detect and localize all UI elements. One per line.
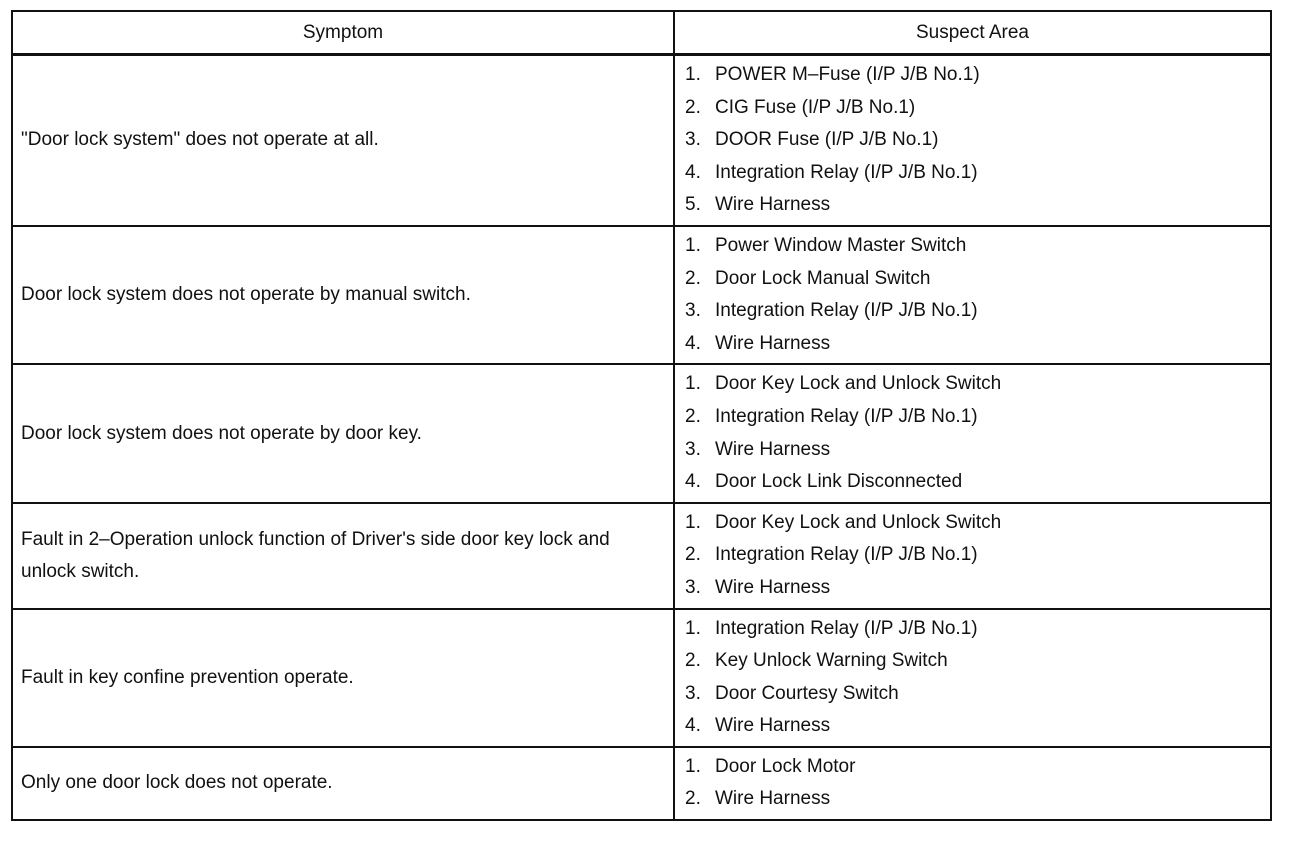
table-row <box>12 55 1271 226</box>
suspect-item-number: 2. <box>685 650 701 672</box>
suspect-item <box>675 189 1270 222</box>
suspect-area-cell <box>674 364 1271 502</box>
suspect-item-number: 3. <box>685 682 701 704</box>
suspect-item-text: Door Key Lock and Unlock Switch <box>715 373 1002 395</box>
suspect-item-number: 1. <box>685 511 701 533</box>
suspect-item-text: Integration Relay (I/P J/B No.1) <box>715 544 978 566</box>
table-row <box>12 226 1271 364</box>
symptom-cell: Fault in key confine prevention operate. <box>12 609 674 747</box>
suspect-item <box>675 59 1270 92</box>
suspect-item-number: 2. <box>685 96 701 118</box>
suspect-item-text: Integration Relay (I/P J/B No.1) <box>715 617 978 639</box>
symptom-cell: Door lock system does not operate by door key. <box>12 364 674 502</box>
suspect-item-text: Door Lock Manual Switch <box>715 267 931 289</box>
suspect-item <box>675 507 1270 540</box>
suspect-item <box>675 401 1270 434</box>
suspect-item-number: 4. <box>685 715 701 737</box>
suspect-item-number: 1. <box>685 617 701 639</box>
table-row <box>12 364 1271 502</box>
suspect-item-number: 2. <box>685 267 701 289</box>
suspect-item-text: Wire Harness <box>715 438 831 460</box>
suspect-item <box>675 263 1270 296</box>
suspect-item-number: 5. <box>685 194 701 216</box>
symptom-cell: Only one door lock does not operate. <box>12 747 674 820</box>
suspect-item <box>675 645 1270 678</box>
suspect-item-text: Key Unlock Warning Switch <box>715 650 948 672</box>
suspect-item-number: 1. <box>685 373 701 395</box>
suspect-item-number: 3. <box>685 129 701 151</box>
suspect-item <box>675 613 1270 646</box>
suspect-item-text: Door Courtesy Switch <box>715 682 899 704</box>
suspect-item-text: CIG Fuse (I/P J/B No.1) <box>715 96 916 118</box>
symptom-cell: "Door lock system" does not operate at all. <box>12 55 674 226</box>
suspect-item-text: Door Lock Motor <box>715 755 856 777</box>
suspect-item <box>675 295 1270 328</box>
suspect-area-header: Suspect Area <box>674 11 1271 55</box>
suspect-item-number: 3. <box>685 300 701 322</box>
suspect-item-number: 1. <box>685 234 701 256</box>
troubleshooting-table <box>11 10 1272 821</box>
suspect-item <box>675 539 1270 572</box>
suspect-item-number: 1. <box>685 64 701 85</box>
suspect-item-number: 4. <box>685 161 701 183</box>
suspect-item-text: Wire Harness <box>715 715 831 737</box>
suspect-area-cell <box>674 55 1271 226</box>
suspect-area-cell <box>674 503 1271 609</box>
suspect-item <box>675 751 1270 784</box>
suspect-item-number: 2. <box>685 788 701 810</box>
suspect-item-text: Door Lock Link Disconnected <box>715 471 963 493</box>
suspect-item <box>675 710 1270 743</box>
suspect-item <box>675 328 1270 361</box>
suspect-item-number: 3. <box>685 576 701 598</box>
table-row <box>12 609 1271 747</box>
suspect-item <box>675 466 1270 499</box>
header-row <box>12 11 1271 55</box>
suspect-item-text: DOOR Fuse (I/P J/B No.1) <box>715 129 939 151</box>
suspect-item-number: 4. <box>685 332 701 354</box>
suspect-item-number: 4. <box>685 471 701 493</box>
suspect-item-number: 2. <box>685 544 701 566</box>
suspect-item-number: 1. <box>685 755 701 777</box>
suspect-item-text: Integration Relay (I/P J/B No.1) <box>715 405 978 427</box>
suspect-item <box>675 230 1270 263</box>
suspect-item-text: Power Window Master Switch <box>715 234 967 256</box>
table-body <box>12 55 1271 821</box>
table-row <box>12 747 1271 820</box>
suspect-item-number: 2. <box>685 405 701 427</box>
table-row <box>12 503 1271 609</box>
suspect-area-cell <box>674 226 1271 364</box>
suspect-item-text: Wire Harness <box>715 788 831 810</box>
suspect-item <box>675 157 1270 190</box>
suspect-item-text: Integration Relay (I/P J/B No.1) <box>715 300 978 322</box>
suspect-item <box>675 124 1270 157</box>
symptom-header: Symptom <box>12 11 674 55</box>
suspect-item-text: POWER M–Fuse (I/P J/B No.1) <box>715 64 980 85</box>
suspect-item-text: Wire Harness <box>715 576 831 598</box>
suspect-item <box>675 783 1270 816</box>
suspect-item-text: Wire Harness <box>715 194 831 216</box>
suspect-item <box>675 434 1270 467</box>
suspect-item <box>675 368 1270 401</box>
suspect-item <box>675 678 1270 711</box>
symptom-cell: Fault in 2–Operation unlock function of Driver's side door key lock and unlock switch. <box>12 503 674 609</box>
suspect-area-cell <box>674 747 1271 820</box>
suspect-area-cell <box>674 609 1271 747</box>
suspect-item-number: 3. <box>685 438 701 460</box>
suspect-item-text: Wire Harness <box>715 332 831 354</box>
suspect-item <box>675 572 1270 605</box>
suspect-item <box>675 92 1270 125</box>
suspect-item-text: Door Key Lock and Unlock Switch <box>715 511 1002 533</box>
suspect-item-text: Integration Relay (I/P J/B No.1) <box>715 161 978 183</box>
symptom-cell: Door lock system does not operate by manual switch. <box>12 226 674 364</box>
